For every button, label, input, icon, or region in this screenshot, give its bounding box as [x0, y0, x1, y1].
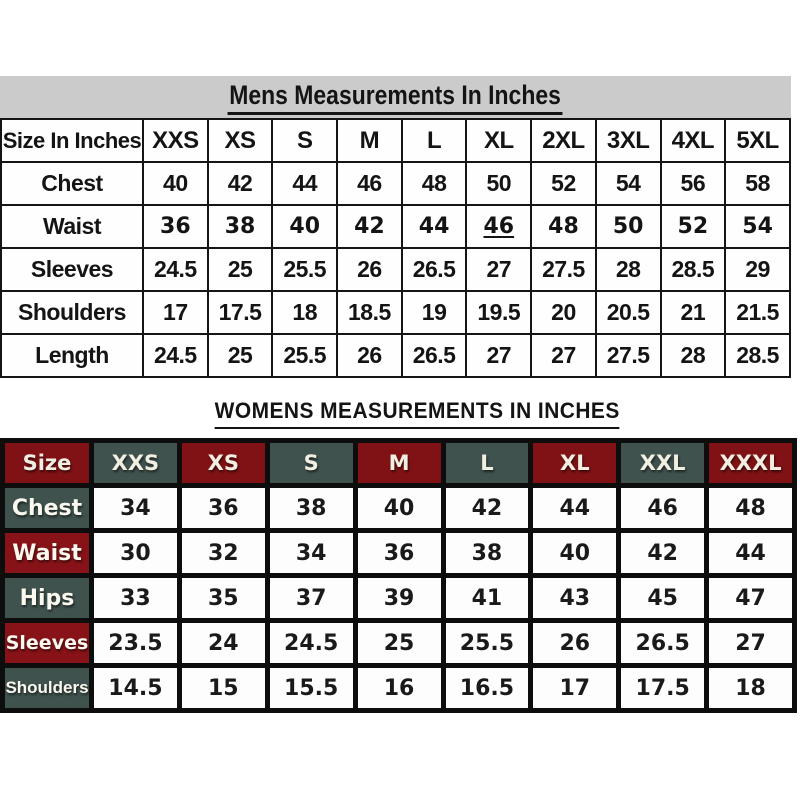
data-cell: 26: [337, 334, 402, 377]
data-cell: 52: [661, 205, 726, 248]
data-cell: 27.5: [596, 334, 661, 377]
data-cell: 48: [402, 162, 467, 205]
data-cell: 36: [358, 533, 441, 573]
column-header: Size In Inches: [1, 119, 143, 162]
data-cell: 44: [709, 533, 792, 573]
data-cell: 40: [272, 205, 337, 248]
data-cell: 20: [531, 291, 596, 334]
column-header: XXL: [621, 443, 704, 483]
data-cell: 32: [182, 533, 265, 573]
data-cell: 30: [94, 533, 177, 573]
data-cell: 39: [358, 578, 441, 618]
data-cell: 25.5: [446, 623, 529, 663]
data-cell: 41: [446, 578, 529, 618]
table-row: [5, 578, 792, 618]
data-cell: 28: [596, 248, 661, 291]
data-cell: 34: [270, 533, 353, 573]
data-cell: 36: [182, 488, 265, 528]
data-cell: 25: [358, 623, 441, 663]
data-cell: 40: [358, 488, 441, 528]
data-cell: 34: [94, 488, 177, 528]
data-cell: 24.5: [143, 248, 208, 291]
table-row: [5, 623, 792, 663]
table-row: [5, 533, 792, 573]
table-row: [5, 488, 792, 528]
data-cell: 18.5: [337, 291, 402, 334]
data-cell: 26: [533, 623, 616, 663]
data-cell: 17.5: [208, 291, 273, 334]
data-cell: 15.5: [270, 668, 353, 708]
table-row: [1, 334, 790, 377]
row-label: Waist: [5, 533, 89, 573]
data-cell: 46: [466, 205, 531, 248]
data-cell: 35: [182, 578, 265, 618]
data-cell: 42: [446, 488, 529, 528]
data-cell: 40: [533, 533, 616, 573]
data-cell: 50: [466, 162, 531, 205]
data-cell: 37: [270, 578, 353, 618]
data-cell: 17.5: [621, 668, 704, 708]
row-label: Shoulders: [1, 291, 143, 334]
data-cell: 24.5: [270, 623, 353, 663]
data-cell: 48: [531, 205, 596, 248]
data-cell: 23.5: [94, 623, 177, 663]
data-cell: 43: [533, 578, 616, 618]
data-cell: 47: [709, 578, 792, 618]
data-cell: 44: [272, 162, 337, 205]
row-label: Length: [1, 334, 143, 377]
data-cell: 27: [709, 623, 792, 663]
row-label: Hips: [5, 578, 89, 618]
table-row: [1, 291, 790, 334]
data-cell: 21: [661, 291, 726, 334]
table-row: [1, 162, 790, 205]
column-header: S: [272, 119, 337, 162]
data-cell: 40: [143, 162, 208, 205]
data-cell: 52: [531, 162, 596, 205]
data-cell: 24.5: [143, 334, 208, 377]
data-cell: 54: [596, 162, 661, 205]
column-header: XS: [208, 119, 273, 162]
data-cell: 25: [208, 248, 273, 291]
row-label: Chest: [1, 162, 143, 205]
data-cell: 33: [94, 578, 177, 618]
data-cell: 28.5: [725, 334, 790, 377]
data-cell: 19: [402, 291, 467, 334]
data-cell: 42: [208, 162, 273, 205]
column-header: XXXL: [709, 443, 792, 483]
column-header: Size: [5, 443, 89, 483]
data-cell: 44: [402, 205, 467, 248]
data-cell: 27.5: [531, 248, 596, 291]
row-label: Waist: [1, 205, 143, 248]
column-header: 2XL: [531, 119, 596, 162]
column-header: L: [402, 119, 467, 162]
data-cell: 28: [661, 334, 726, 377]
data-cell: 42: [621, 533, 704, 573]
table-row: [1, 248, 790, 291]
mens-size-table: [0, 118, 791, 378]
data-cell: 46: [621, 488, 704, 528]
row-label: Shoulders: [5, 668, 89, 708]
data-cell: 18: [272, 291, 337, 334]
data-cell: 27: [466, 334, 531, 377]
data-cell: 38: [270, 488, 353, 528]
column-header: M: [337, 119, 402, 162]
column-header: L: [446, 443, 529, 483]
womens-title-wrap: [0, 398, 800, 429]
data-cell: 54: [725, 205, 790, 248]
data-cell: 48: [709, 488, 792, 528]
data-cell: 45: [621, 578, 704, 618]
data-cell: 56: [661, 162, 726, 205]
data-cell: 25.5: [272, 248, 337, 291]
table-row: [1, 205, 790, 248]
header-row: [1, 119, 790, 162]
data-cell: 42: [337, 205, 402, 248]
womens-table-title: WOMENS MEASUREMENTS IN INCHES: [214, 398, 619, 429]
data-cell: 27: [531, 334, 596, 377]
data-cell: 15: [182, 668, 265, 708]
data-cell: 50: [596, 205, 661, 248]
data-cell: 26: [337, 248, 402, 291]
data-cell: 38: [446, 533, 529, 573]
row-label: Chest: [5, 488, 89, 528]
data-cell: 44: [533, 488, 616, 528]
data-cell: 28.5: [661, 248, 726, 291]
column-header: M: [358, 443, 441, 483]
header-row: [5, 443, 792, 483]
data-cell: 19.5: [466, 291, 531, 334]
data-cell: 21.5: [725, 291, 790, 334]
data-cell: 14.5: [94, 668, 177, 708]
row-label: Sleeves: [5, 623, 89, 663]
womens-size-table: [0, 438, 797, 713]
column-header: XL: [466, 119, 531, 162]
column-header: XL: [533, 443, 616, 483]
data-cell: 25.5: [272, 334, 337, 377]
data-cell: 29: [725, 248, 790, 291]
data-cell: 17: [143, 291, 208, 334]
data-cell: 24: [182, 623, 265, 663]
column-header: XXS: [143, 119, 208, 162]
column-header: 3XL: [596, 119, 661, 162]
data-cell: 16.5: [446, 668, 529, 708]
column-header: XS: [182, 443, 265, 483]
column-header: XXS: [94, 443, 177, 483]
data-cell: 18: [709, 668, 792, 708]
column-header: S: [270, 443, 353, 483]
data-cell: 26.5: [402, 248, 467, 291]
data-cell: 26.5: [402, 334, 467, 377]
data-cell: 26.5: [621, 623, 704, 663]
mens-size-chart-section: [0, 76, 791, 378]
mens-table-title: Mens Measurements In Inches: [228, 80, 563, 115]
table-row: [5, 668, 792, 708]
row-label: Sleeves: [1, 248, 143, 291]
mens-title-band: [0, 76, 791, 118]
column-header: 5XL: [725, 119, 790, 162]
data-cell: 16: [358, 668, 441, 708]
data-cell: 38: [208, 205, 273, 248]
column-header: 4XL: [661, 119, 726, 162]
data-cell: 46: [337, 162, 402, 205]
data-cell: 58: [725, 162, 790, 205]
data-cell: 25: [208, 334, 273, 377]
data-cell: 36: [143, 205, 208, 248]
data-cell: 27: [466, 248, 531, 291]
data-cell: 17: [533, 668, 616, 708]
data-cell: 20.5: [596, 291, 661, 334]
